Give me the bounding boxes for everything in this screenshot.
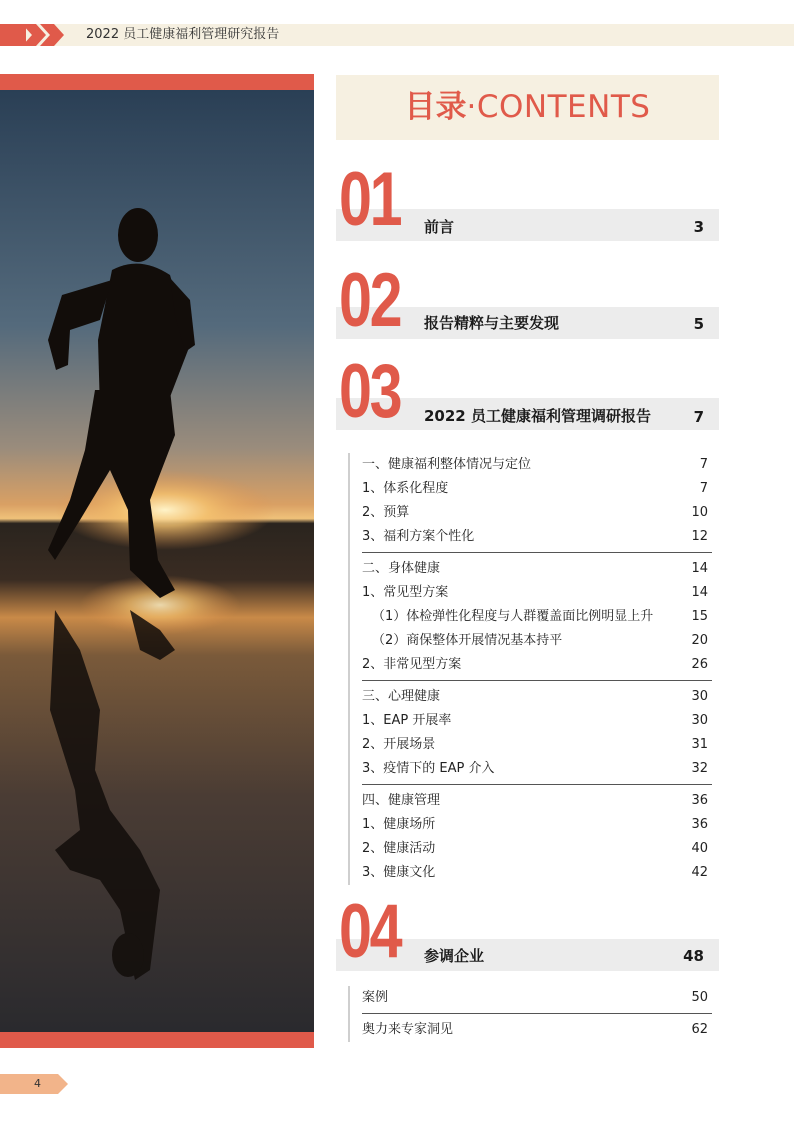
toc-row[interactable]: （1）体检弹性化程度与人群覆盖面比例明显上升 15 (372, 609, 708, 624)
toc-row[interactable]: 1、常见型方案 14 (362, 585, 708, 600)
photo-top-bar (0, 74, 314, 90)
contents-title-separator: · (466, 89, 477, 125)
section-04-toc (348, 986, 712, 1042)
toc-row[interactable]: 2、开展场景 31 (362, 737, 708, 752)
toc-row[interactable]: 一、健康福利整体情况与定位 7 (362, 457, 708, 472)
toc-row[interactable]: 1、体系化程度 7 (362, 481, 708, 496)
toc-row[interactable]: 二、身体健康 14 (362, 561, 708, 576)
section-04-number: 04 (339, 889, 401, 974)
runner-silhouette-image (0, 90, 314, 1032)
section-03-toc (348, 453, 712, 885)
toc-row[interactable]: 案例 50 (362, 990, 708, 1005)
section-02-label[interactable]: 报告精粹与主要发现 (424, 314, 560, 332)
section-03-label[interactable]: 2022 员工健康福利管理调研报告 (424, 407, 651, 425)
toc-divider (362, 1013, 712, 1014)
toc-row[interactable]: 四、健康管理 36 (362, 793, 708, 808)
header-title: 2022 员工健康福利管理研究报告 (86, 27, 280, 42)
toc-row[interactable]: 3、健康文化 42 (362, 865, 708, 880)
section-03-number: 03 (339, 349, 401, 434)
section-01-number: 01 (339, 157, 401, 242)
section-04-page: 48 (683, 947, 704, 965)
toc-row[interactable]: 1、健康场所 36 (362, 817, 708, 832)
contents-title-en: CONTENTS (476, 89, 651, 125)
header-chevrons-icon (0, 24, 72, 46)
toc-row[interactable]: 1、EAP 开展率 30 (362, 713, 708, 728)
toc-row[interactable]: 三、心理健康 30 (362, 689, 708, 704)
toc-divider (362, 680, 712, 681)
section-04-label[interactable]: 参调企业 (424, 947, 485, 965)
contents-title-cn: 目录 (404, 89, 467, 125)
toc-row[interactable]: 2、预算 10 (362, 505, 708, 520)
section-02-page: 5 (693, 315, 704, 333)
toc-row[interactable]: 2、非常见型方案 26 (362, 657, 708, 672)
contents-title (336, 75, 719, 140)
toc-row[interactable]: 2、健康活动 40 (362, 841, 708, 856)
page-number: 4 (34, 1077, 41, 1090)
photo-bottom-bar (0, 1032, 314, 1048)
toc-row[interactable]: 奥力来专家洞见 62 (362, 1022, 708, 1037)
cover-photo (0, 74, 314, 1048)
toc-divider (362, 784, 712, 785)
toc-row[interactable]: （2）商保整体开展情况基本持平 20 (372, 633, 708, 648)
section-03-page: 7 (693, 408, 704, 426)
section-01-page: 3 (693, 218, 704, 236)
toc-divider (362, 552, 712, 553)
section-01-label[interactable]: 前言 (424, 218, 455, 236)
section-02-number: 02 (339, 258, 401, 343)
toc-row[interactable]: 3、福利方案个性化 12 (362, 529, 708, 544)
toc-row[interactable]: 3、疫情下的 EAP 介入 32 (362, 761, 708, 776)
